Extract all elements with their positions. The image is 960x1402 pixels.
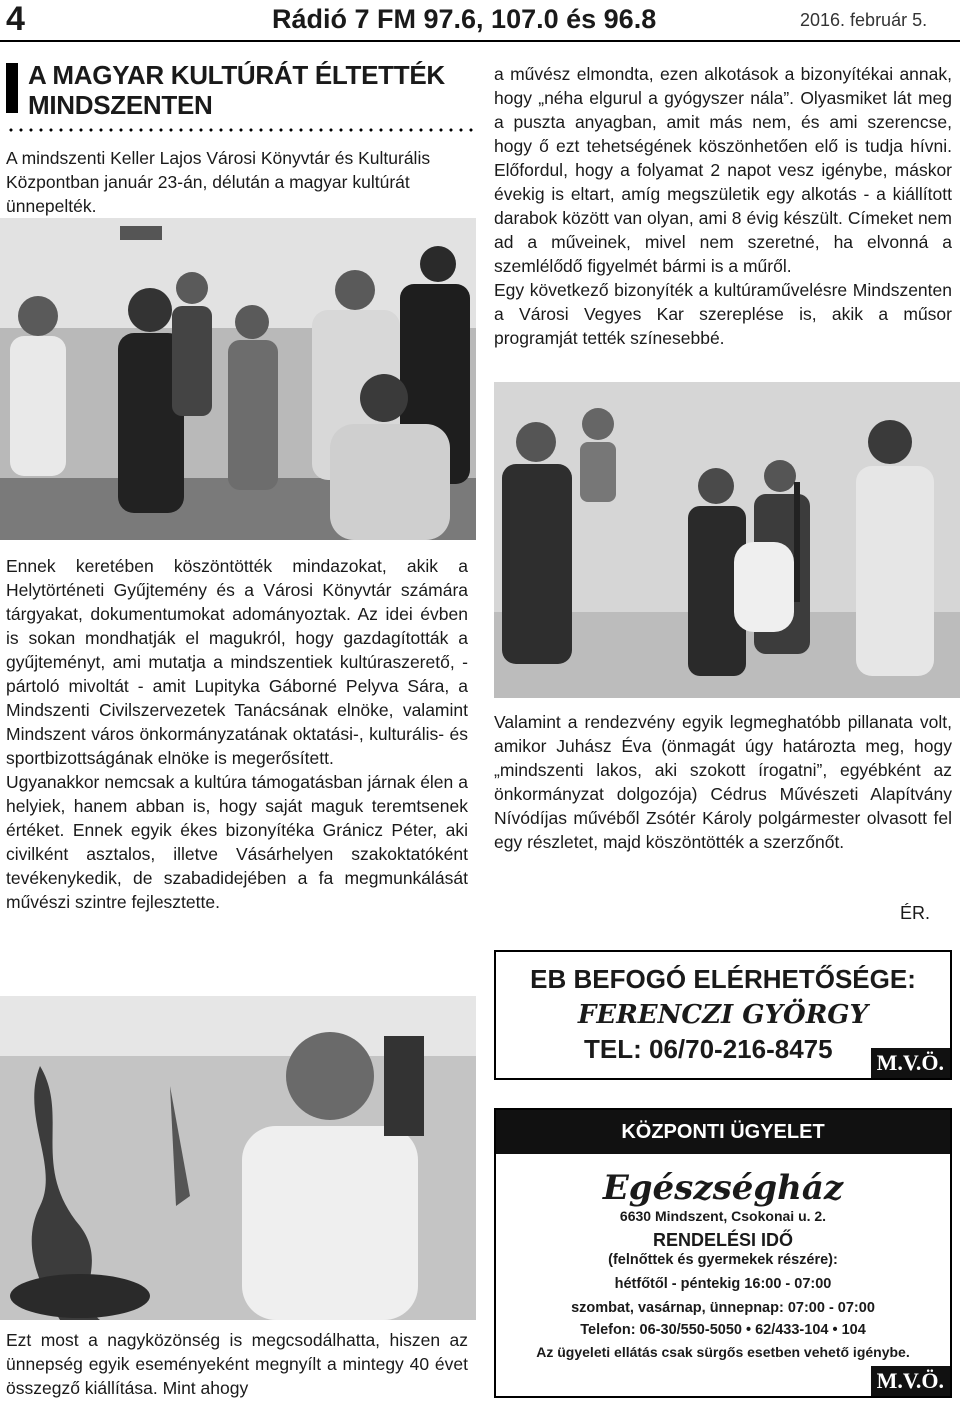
ad-health-weekend: szombat, vasárnap, ünnepnap: 07:00 - 07:00 <box>571 1300 875 1316</box>
left-paragraph-1: Ennek keretében köszöntötték mindazokat, akik a Helytörténeti Gyűjtemény és a Városi Könyvtár számára tárgyakat, dokumentumokat adományoztak. Az idei évben is sokan mondhatják el magukról, hogy gazdagították a gyűjteményt, ami mutatja a mindszentiek kultúraszerető, - pártoló mivoltát - amit Lupityka Gáborné Pelyva Sára, a Mindszenti Civilszervezetek Tanácsának elnöke, valamint Mindszent város önkormányzatának oktatási-, kulturális- és sportbizottságának elnöke is megerősített. <box>6 556 468 768</box>
station-frequencies: Rádió 7 FM 97.6, 107.0 és 96.8 <box>272 4 657 34</box>
mvo-logo: M.V.Ö. <box>871 1366 950 1396</box>
photo-audience <box>0 218 476 540</box>
ad-eb-phone: TEL: 06/70-216-8475 <box>584 1034 833 1064</box>
title-marker-bar <box>6 63 18 113</box>
ad-health-phone: Telefon: 06-30/550-5050 • 62/433-104 • 104 <box>580 1322 866 1338</box>
ad-eb-name: FERENCZI GYÖRGY <box>577 1000 869 1030</box>
right-column-middle <box>494 710 952 854</box>
article-lead: A mindszenti Keller Lajos Városi Könyvtár és Kulturális Központban január 23-án, délután a magyar kultúrát ünnepelték. <box>6 148 431 216</box>
article-title-line1: A MAGYAR KULTÚRÁT ÉLTETTÉK <box>28 60 445 90</box>
mvo-logo: M.V.Ö. <box>871 1048 950 1078</box>
right-paragraph-1: a művész elmondta, ezen alkotások a bizonyítékai annak, hogy „néha elgurul a gyógyszer nála”. Olyasmiket lát meg a puszta anyagban, amit más nem, és ami szerencse, hogy ő ezt tehetségének köszönhetően elő is tudja hívni. Előfordul, hogy a folyamat 2 napot vesz igénybe, máskor évekig is eltart, amíg megszületik egy alkotás - a kiállított darabok között van olyan, ami 8 évig készült. Címeket nem ad a műveinek, mivel nem szeretné, ha elvonná a szemlélődő figyelmét bármi is a műről. <box>494 64 952 276</box>
header-rule <box>0 40 960 42</box>
right-column-top <box>494 62 952 350</box>
article-title <box>28 60 468 120</box>
photo-artist <box>0 996 476 1320</box>
ad-health-hours-title: RENDELÉSI IDŐ <box>652 1230 794 1250</box>
left-paragraph-2: Ugyanakkor nemcsak a kultúra támogatásban járnak élen a helyiek, hanem abban is, hogy saját maguk teremtsenek értéket. Ennek egyik ékes bizonyítéka Gránicz Péter, aki civilként asztalos, illetve Vásárhelyen szakoktatóként tevékenykedik, de szabadidejében a fa megmunkálását művészi szintre fejlesztette. <box>6 772 468 912</box>
left-paragraph-3: Ezt most a nagyközönség is megcsodálhatta, hiszen az ünnepség egyik eseményeként megnyílt a mintegy 40 évet összegző kiállítása. Mint ahogy <box>6 1330 468 1398</box>
ad-health-note: Az ügyeleti ellátás csak sürgős esetben vehető igénybe. <box>536 1344 910 1360</box>
ad-health-weekdays: hétfőtől - péntekig 16:00 - 07:00 <box>614 1276 832 1292</box>
ad-health-band: KÖZPONTI ÜGYELET <box>496 1110 950 1154</box>
article-title-line2: MINDSZENTEN <box>28 90 213 120</box>
ad-health-audience: (felnőttek és gyermekek részére): <box>608 1252 838 1268</box>
photo-speakers <box>494 382 960 698</box>
right-paragraph-2: Egy következő bizonyíték a kultúraművelésre Mindszenten a Városi Vegyes Kar szereplése is, akik a műsor programját tették színesebbé. <box>494 280 952 348</box>
ad-health-name: Egészségház <box>602 1168 844 1208</box>
right-paragraph-3: Valamint a rendezvény egyik legmeghatóbb pillanata volt, amikor Juhász Éva (önmagát úgy határozta meg, hogy „mindszenti lakos, aki szokott írogatni”, egyébként az önkormányzat dolgozója) Cédrus Művészeti Alapítvány Nívódíjas művéből Zsótér Károly polgármester olvasott fel egy részletet, majd köszöntötték a szerzőnőt. <box>494 712 952 852</box>
author-signature: ÉR. <box>900 903 931 923</box>
left-column-bottom <box>6 1328 468 1400</box>
issue-date: 2016. február 5. <box>800 10 928 30</box>
ad-health-address: 6630 Mindszent, Csokonai u. 2. <box>619 1208 827 1224</box>
health-center-ad <box>494 1108 952 1398</box>
dog-catcher-ad <box>494 950 952 1080</box>
ad-eb-heading: EB BEFOGÓ ELÉRHETŐSÉGE: <box>530 964 916 994</box>
page-number: 4 <box>6 0 25 38</box>
dotted-separator <box>6 127 476 133</box>
left-column <box>6 554 468 914</box>
